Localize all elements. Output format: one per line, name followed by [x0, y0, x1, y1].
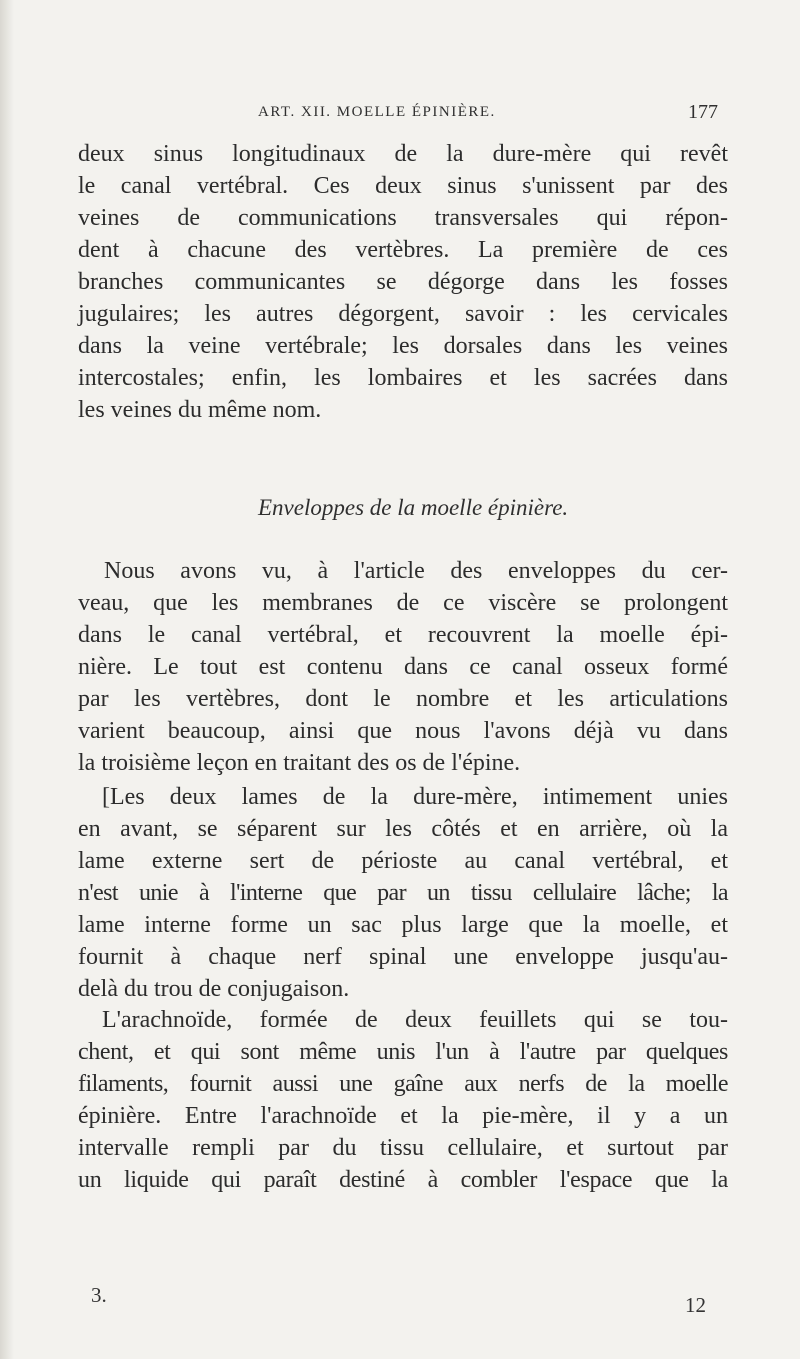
- text-line: veines de communications transversales qui répon-: [78, 205, 728, 231]
- signature-mark: 3.: [91, 1283, 107, 1307]
- text-line: delà du trou de conjugaison.: [78, 976, 350, 1002]
- page-footer: [0, 1283, 800, 1323]
- text-line: L'arachnoïde, formée de deux feuillets qui se tou-: [102, 1007, 728, 1033]
- section-heading: Enveloppes de la moelle épinière.: [258, 495, 569, 520]
- text-line: lame externe sert de périoste au canal vertébral, et: [78, 848, 728, 874]
- text-line: la troisième leçon en traitant des os de l'épine.: [78, 750, 521, 776]
- text-line: dent à chacune des vertèbres. La première de ces: [78, 237, 728, 263]
- text-line: intercostales; enfin, les lombaires et les sacrées dans: [78, 365, 728, 391]
- text-line: par les vertèbres, dont le nombre et les articulations: [78, 686, 728, 712]
- paragraph-membranes: [78, 555, 728, 779]
- text-line: lame interne forme un sac plus large que la moelle, et: [78, 912, 728, 938]
- text-line: un liquide qui paraît destiné à combler l'espace que la: [78, 1167, 728, 1193]
- text-line: jugulaires; les autres dégorgent, savoir : les cervicales: [78, 301, 728, 327]
- text-line: dans le canal vertébral, et recouvrent la moelle épi-: [78, 622, 728, 648]
- text-line: épinière. Entre l'arachnoïde et la pie-mère, il y a un: [78, 1103, 728, 1129]
- text-line: n'est unie à l'interne que par un tissu cellulaire lâche; la: [78, 880, 728, 906]
- text-line: intervalle rempli par du tissu cellulaire, et surtout par: [78, 1135, 728, 1161]
- text-line: veau, que les membranes de ce viscère se prolongent: [78, 590, 728, 616]
- text-line: deux sinus longitudinaux de la dure-mère qui revêt: [78, 141, 728, 167]
- text-line: chent, et qui sont même unis l'un à l'autre par quelques: [78, 1039, 728, 1065]
- text-line: varient beaucoup, ainsi que nous l'avons déjà vu dans: [78, 718, 728, 744]
- gathering-number: 12: [685, 1293, 706, 1317]
- running-head: ART. XII. MOELLE ÉPINIÈRE.: [258, 104, 496, 120]
- page-edge-shadow: [0, 0, 14, 1359]
- text-line: filaments, fournit aussi une gaîne aux nerfs de la moelle: [78, 1071, 728, 1097]
- text-line: les veines du même nom.: [78, 397, 322, 423]
- paragraph-veins: [78, 138, 728, 426]
- paragraph-dura-mater: [78, 781, 728, 1005]
- text-line: [Les deux lames de la dure-mère, intimement unies: [102, 784, 728, 810]
- text-line: en avant, se séparent sur les côtés et en arrière, où la: [78, 816, 728, 842]
- page-number: 177: [688, 101, 718, 123]
- text-line: branches communicantes se dégorge dans les fosses: [78, 269, 728, 295]
- text-line: le canal vertébral. Ces deux sinus s'unissent par des: [78, 173, 728, 199]
- paragraph-arachnoid: [78, 1004, 728, 1196]
- text-line: nière. Le tout est contenu dans ce canal osseux formé: [78, 654, 728, 680]
- text-line: Nous avons vu, à l'article des enveloppes du cer-: [104, 558, 728, 584]
- text-line: fournit à chaque nerf spinal une enveloppe jusqu'au-: [78, 944, 728, 970]
- text-line: dans la veine vertébrale; les dorsales dans les veines: [78, 333, 728, 359]
